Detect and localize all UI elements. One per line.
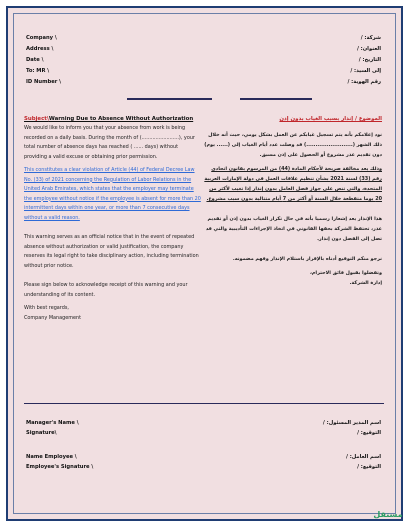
employee-signature-label: Employee's Signature \ [26,464,94,470]
date-label-ar: التاريخ: / [358,56,381,63]
signature-row-manager [26,418,381,428]
paragraph-acknowledge: Please sign below to acknowledge receipt of this warning and your understanding of its content. [24,282,188,298]
header-divider-left [127,98,212,100]
header-row-address [26,43,381,54]
subject-prefix: Subject\ [24,116,49,122]
date-label: Date \ [26,56,44,63]
address-label-ar: العنوان: / [356,45,381,52]
regards-en: With best regards, [24,305,69,311]
paragraph-absence-record: We would like to inform you that your absence from work is being recorded on a daily basis. During the month of (........................), your total number of absence days has reached ( ...... days) without providing a valid excuse or obtaining prior permission. [24,125,195,160]
employee-name-label: Name Employee \ [26,454,77,460]
id-number-label: ID Number \ [26,78,61,85]
header-row-to [26,65,381,76]
employee-signature-label-ar: التوقيع: / [357,464,381,470]
signature-divider [24,403,384,404]
company-management-ar: إدارة الشركة. [349,280,382,286]
manager-signature-label: Signature\ [26,430,57,436]
document-page [6,6,403,521]
manager-signature-label-ar: التوقيع: / [357,430,381,436]
paragraph-legal-violation: This constitutes a clear violation of Article (44) of Federal Decree Law No. (33) of 2021 concerning the Regulation of Labor Relations in the United Arab Emirates, which states that the employer may terminate the employee without notice if the employee is absent for more than 20 intermittent days within one year, or more than 7 consecutive days without a valid reason. [24,167,201,221]
paragraph-legal-violation-ar: وذلك يعد مخالفة صريحة لأحكام المادة (44) من المرسوم بقانون اتحادي رقم (33) لسنة 2021 بشأن تنظيم علاقات العمل في دولة الإمارات العربية المتحدة، والتي تنص على جواز فصل العامل بدون إنذار إذا تغيب لأكثر من 20 يوما متقطعة خلال السنة أو أكثر من 7 أيام متتالية بدون سبب مشروع. [204,166,382,202]
paragraph-acknowledge-ar: نرجو منكم التوقيع أدناه بالإقرار باستلام الإنذار وفهم مضمونه. [232,256,382,262]
manager-name-label: Manager's Name \ [26,420,79,426]
signature-fields [26,418,381,472]
paragraph-official-notice-ar: هذا الإنذار يعد إشعارا رسميا بأنه في حال تكرار الغياب بدون إذن أو تقديم عذر، تحتفظ الشركة بحقها القانوني في اتخاذ الإجراءات التأديبية والتي قد تصل إلى الفصل دون إنذار. [205,216,382,242]
subject-text: Warning Due to Absence Without Authorization [48,116,194,122]
company-label: Company \ [26,34,57,41]
header-divider-right [240,98,312,100]
id-number-label-ar: رقم الهوية: / [347,78,381,85]
address-label: Address \ [26,45,54,52]
paragraph-absence-record-ar: نود إعلامكم بأنه يتم تسجيل غيابكم عن العمل بشكل يومي، حيث أنه خلال ذلك الشهر (.........................) قد وصلت عدد أيام الغياب إلى (...... يوم) دون تقديم عذر مشروع أو الحصول على إذن مسبق. [204,132,382,158]
mostaql-logo: مستقل [373,510,403,519]
to-label-ar: إلى السيد: / [350,67,381,74]
regards-ar: وتفضلوا بقبول فائق الاحترام، [309,270,382,276]
to-label: To: MR \ [26,67,50,74]
header-row-date [26,54,381,65]
company-label-ar: شركة: / [360,34,381,41]
manager-name-label-ar: اسم المدير المسئول: / [322,420,381,426]
paragraph-official-notice: This warning serves as an official notice that in the event of repeated absence without authorization or valid justification, the company reserves its legal right to take disciplinary action, including termination without prior notice. [24,234,199,269]
company-management-en: Company Management [24,314,82,321]
header-row-company [26,32,381,43]
english-column [24,116,202,323]
signature-row-employee-sign [26,462,381,472]
employee-name-label-ar: اسم العامل: / [346,454,381,460]
arabic-column [204,116,382,288]
subject-ar: الموضوع / إنذار بسبب الغياب بدون إذن [279,116,382,122]
header-row-id [26,76,381,87]
signature-row-employee [26,452,381,462]
signature-row-manager-sign [26,428,381,438]
header-fields [26,32,381,87]
subject-en [24,116,202,122]
